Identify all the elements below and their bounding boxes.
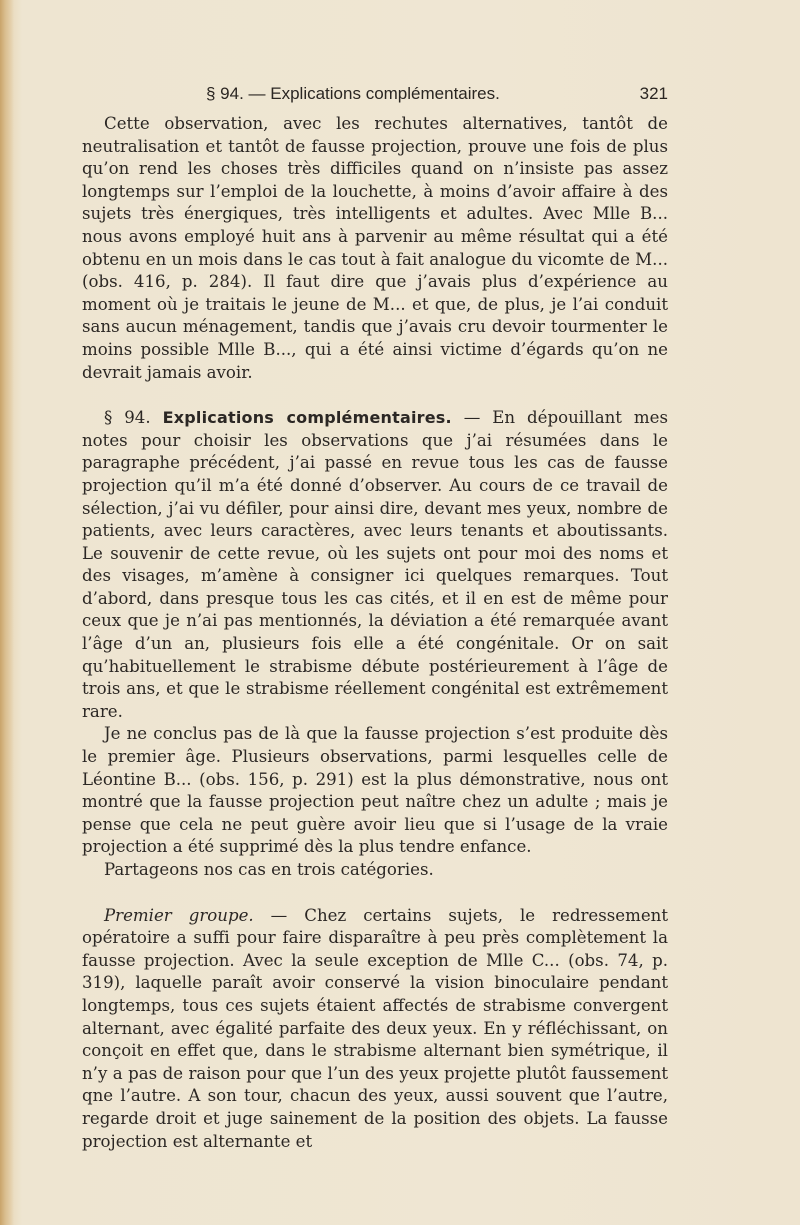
- paragraph-conclusion: Je ne conclus pas de là que la fausse projection s’est produite dès le premier âge. Plusieurs observations, parmi lesquelles celle de Léontine B... (obs. 156, p. 291) est la plus démonstrative, nous ont montré que la fausse projection peut naître chez un adulte ; mais je pense que cela ne peut guère avoir lieu que si l’usage de la vraie projection a été supprimé dès la plus tendre enfance.: [82, 724, 668, 857]
- section-title: Explications complémentaires.: [162, 408, 452, 428]
- group-title: Premier groupe.: [104, 905, 254, 925]
- page-header: [82, 84, 668, 110]
- section-number: § 94.: [104, 408, 151, 428]
- paragraph-first-group: [82, 905, 668, 1154]
- paragraph-gap: [82, 882, 668, 905]
- paragraph-gap: [82, 384, 668, 407]
- page-number: 321: [639, 84, 668, 103]
- paragraph-categories: Partageons nos cas en trois catégories.: [104, 860, 434, 879]
- running-title: § 94. — Explications complémentaires.: [206, 84, 500, 103]
- body-text: [82, 113, 668, 1153]
- paragraph-section-94: [82, 407, 668, 723]
- first-group-body: — Chez certains sujets, le redressement opératoire a suffi pour faire disparaître à peu près complètement la fausse projection. Avec la seule exception de Mlle C... (obs. 74, p. 319), laquelle paraît avoir conservé la vision binoculaire pendant longtemps, tous ces sujets étaient affectés de strabisme convergent alternant, avec égalité parfaite des deux yeux. En y réfléchissant, on conçoit en effet que, dans le strabisme alternant bien symétrique, il n’y a pas de raison pour que l’un des yeux projette plutôt faussement qne l’autre. A son tour, chacun des yeux, aussi souvent que l’autre, regarde droit et juge sainement de la position des objets. La fausse projection est alternante et: [82, 905, 668, 1151]
- section-94-body: — En dépouillant mes notes pour choisir les observations que j’ai résumées dans le paragraphe précédent, j’ai passé en revue tous les cas de fausse projection qu’il m’a été donné d’observer. Au cours de ce travail de sélection, j’ai vu défiler, pour ainsi dire, devant mes yeux, nombre de patients, avec leurs caractères, avec leurs tenants et aboutissants. Le souvenir de cette revue, où les sujets ont pour moi des noms et des visages, m’amène à consigner ici quelques remarques. Tout d’abord, dans presque tous les cas cités, et il en est de même pour ceux que je n’ai pas mentionnés, la déviation a été remarquée avant l’âge d’un an, plusieurs fois elle a été congénitale. Or on sait qu’habituellement le strabisme débute postérieurement à l’âge de trois ans, et que le strabisme réellement congénital est extrêmement rare.: [82, 408, 668, 721]
- paragraph-observation-conclusion: Cette observation, avec les rechutes alternatives, tantôt de neutralisation et tantôt de fausse projection, prouve une fois de plus qu’on rend les choses très difficiles quand on n’insiste pas assez longtemps sur l’emploi de la louchette, à moins d’avoir affaire à des sujets très énergiques, très intelligents et adultes. Avec Mlle B... nous avons employé huit ans à parvenir au même résultat qui a été obtenu en un mois dans le cas tout à fait analogue du vicomte de M... (obs. 416, p. 284). Il faut dire que j’avais plus d’expérience au moment où je traitais le jeune de M... et que, de plus, je l’ai conduit sans aucun ménagement, tandis que j’avais cru devoir tourmenter le moins possible Mlle B..., qui a été ainsi victime d’égards qu’on ne devrait jamais avoir.: [82, 114, 668, 382]
- page-spine-shadow: [0, 0, 14, 1225]
